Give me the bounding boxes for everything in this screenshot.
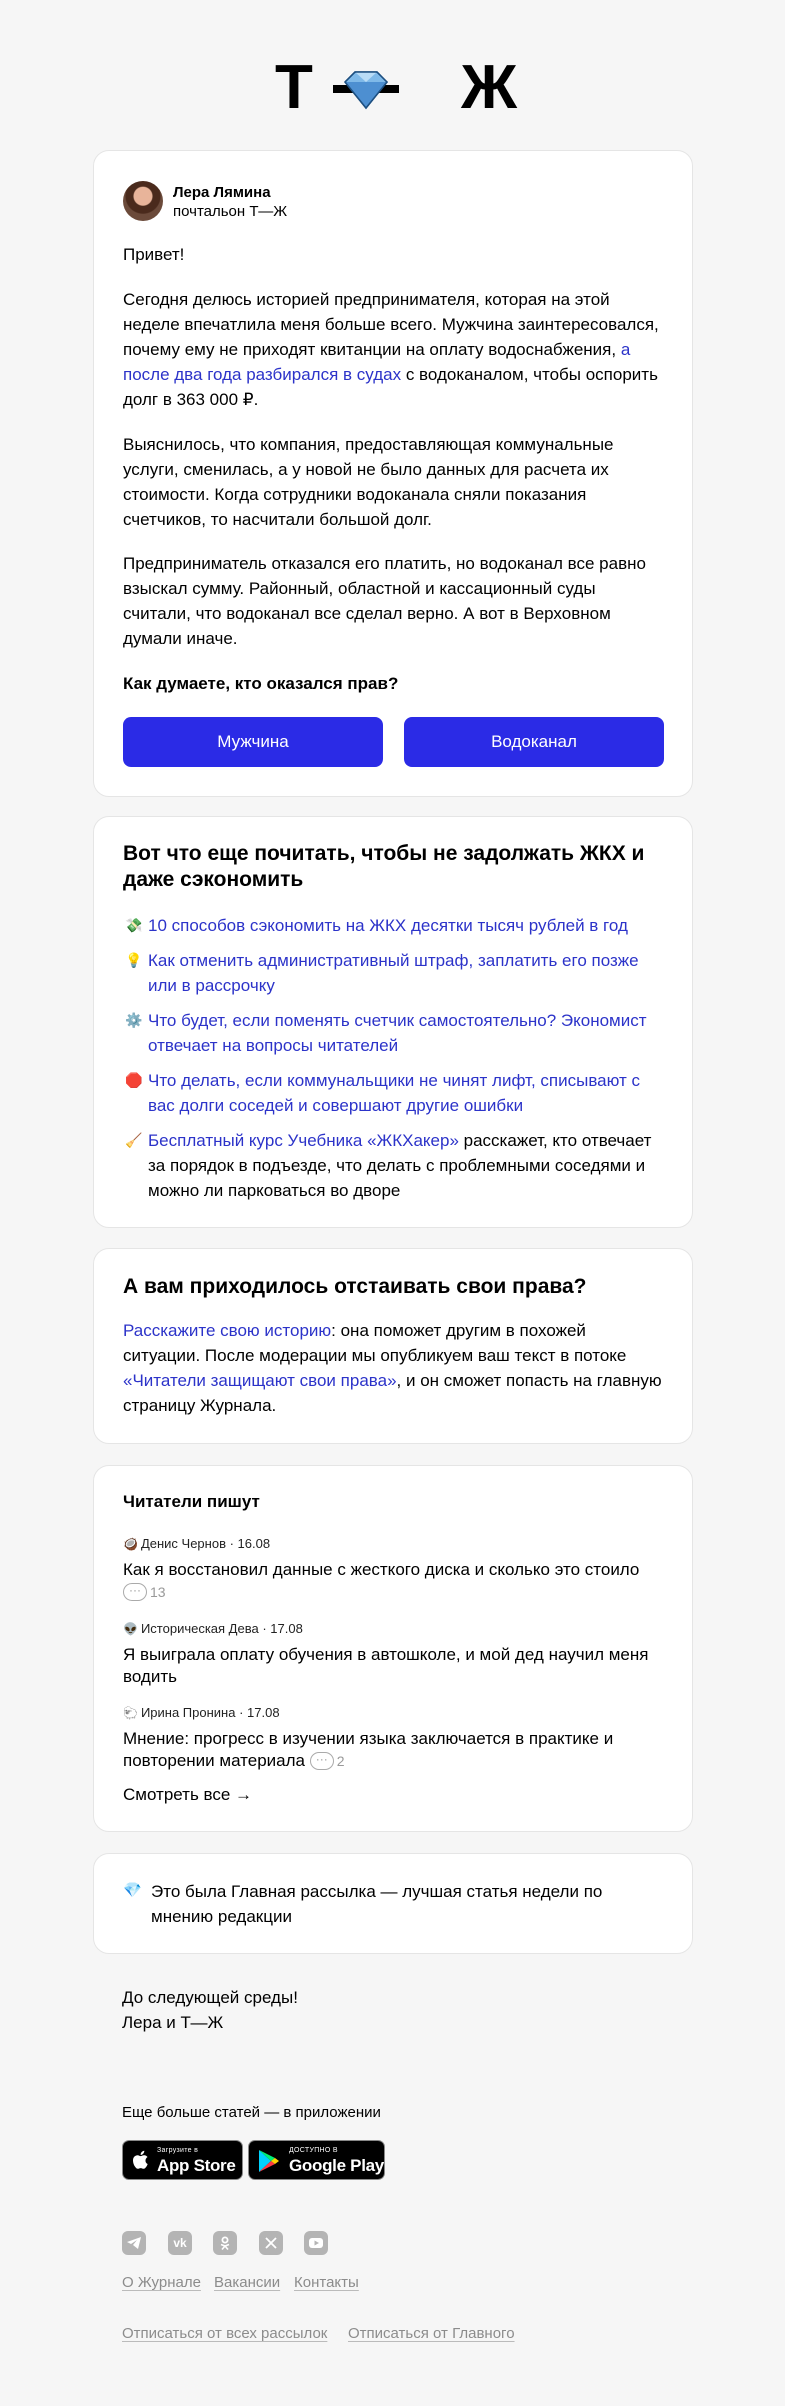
reader-post[interactable] bbox=[123, 1620, 663, 1688]
youtube-icon[interactable] bbox=[304, 2231, 328, 2255]
post-author: Денис Чернов bbox=[140, 1536, 226, 1551]
app-store-caption: Загрузите в bbox=[157, 2147, 199, 2154]
diamond-icon bbox=[333, 68, 399, 110]
apple-icon bbox=[132, 2149, 150, 2176]
comment-count-value: 2 bbox=[336, 1753, 345, 1769]
post-date: 17.08 bbox=[270, 1621, 303, 1636]
share-text-part: , и он сможет попасть на главную страницу Журнала. bbox=[123, 1371, 662, 1415]
app-cta: Еще больше статей — в приложении bbox=[122, 2104, 381, 2121]
share-text-part: : она поможет другим в похожей ситуации. После модерации мы опубликуем ваш текст в потоке bbox=[123, 1321, 627, 1365]
signoff-line: До следующей среды! bbox=[122, 1988, 298, 2007]
sheep-icon: 🐑 bbox=[123, 1706, 138, 1720]
author-name: Лера Лямина bbox=[173, 184, 271, 201]
comment-icon bbox=[310, 1752, 334, 1770]
diamond-icon: 💎 bbox=[123, 1882, 142, 1899]
paragraph-courts: Предприниматель отказался его платить, но водоканал все равно взыскал сумму. Районный, областной и кассационный суды считали, что водоканал все сделал верно. А вот в Верховном думали иначе. bbox=[123, 554, 646, 648]
comment-icon bbox=[123, 1583, 147, 1601]
list-item bbox=[123, 1008, 663, 1058]
reading-list-title: Вот что еще почитать, чтобы не задолжать ЖКХ и даже сэкономить bbox=[123, 842, 645, 891]
paragraph-intro-start: Сегодня делюсь историей предпринимателя, которая на этой неделе впечатлила меня больше всего. Мужчина заинтересовался, почему ему не приходят квитанции на оплату водоснабжения, bbox=[123, 290, 659, 359]
post-title: Я выиграла оплату обучения в автошколе, и мой дед научил меня водить bbox=[123, 1645, 649, 1686]
comment-count bbox=[310, 1753, 345, 1769]
money-icon: 💸 bbox=[125, 917, 143, 933]
vote-vodokanal-button[interactable]: Водоканал bbox=[404, 717, 664, 767]
post-title bbox=[123, 1559, 663, 1603]
poll-question: Как думаете, кто оказался прав? bbox=[123, 674, 399, 693]
coconut-icon: 🥥 bbox=[123, 1537, 138, 1551]
post-date: 16.08 bbox=[237, 1536, 271, 1551]
jobs-link[interactable]: Вакансии bbox=[214, 2274, 281, 2291]
comment-count-value: 13 bbox=[150, 1584, 166, 1600]
paragraph-intro bbox=[123, 287, 663, 412]
gear-icon: ⚙️ bbox=[125, 1012, 143, 1028]
greeting: Привет! bbox=[123, 245, 185, 264]
logo-letter-zh: Ж bbox=[461, 53, 516, 122]
see-all-link[interactable]: Смотреть все → bbox=[123, 1785, 253, 1804]
court-story-link[interactable]: а после два года разбирался в судах bbox=[123, 340, 631, 384]
readers-write-card bbox=[93, 1465, 693, 1832]
vote-man-button[interactable]: Мужчина bbox=[123, 717, 383, 767]
tzh-logo[interactable] bbox=[275, 53, 516, 122]
reading-list-card bbox=[93, 816, 693, 1228]
about-link[interactable]: О Журнале bbox=[122, 2274, 201, 2291]
tell-story-link[interactable]: Расскажите свою историю bbox=[123, 1321, 332, 1340]
paragraph-explanation: Выяснилось, что компания, предоставляющая коммунальные услуги, сменилась, а у новой не было данных для расчета их стоимости. Когда сотрудники водоканала сняли показания счетчиков, то насчитали большой долг. bbox=[123, 435, 614, 529]
unsubscribe-main-link[interactable]: Отписаться от Главного bbox=[348, 2325, 515, 2342]
google-play-button[interactable] bbox=[248, 2140, 385, 2180]
post-meta: 🐑 Ирина Пронина · 17.08 bbox=[123, 1705, 280, 1720]
author-role: почтальон Т—Ж bbox=[173, 203, 288, 220]
google-play-label: Google Play bbox=[289, 2156, 384, 2175]
signoff bbox=[122, 1985, 298, 2035]
main-newsletter-note bbox=[93, 1853, 693, 1954]
x-icon[interactable] bbox=[259, 2231, 283, 2255]
unsubscribe-all-link[interactable]: Отписаться от всех рассылок bbox=[122, 2325, 328, 2342]
post-title-text: Как я восстановил данные с жесткого диска и сколько это стоило bbox=[123, 1560, 640, 1579]
post-title bbox=[123, 1728, 663, 1772]
list-item bbox=[123, 913, 663, 938]
post-meta: 🥥 Денис Чернов · 16.08 bbox=[123, 1536, 271, 1551]
stop-sign-icon: 🛑 bbox=[125, 1072, 143, 1088]
reading-list bbox=[123, 913, 663, 1213]
share-story-card bbox=[93, 1248, 693, 1444]
paragraph-intro-end: с водоканалом, чтобы оспорить долг в 363 000 ₽. bbox=[123, 365, 658, 409]
ok-icon[interactable] bbox=[213, 2231, 237, 2255]
article-link[interactable]: Что будет, если поменять счетчик самостоятельно? Экономист отвечает на вопросы читателей bbox=[148, 1011, 647, 1055]
article-link[interactable]: Что делать, если коммунальщики не чинят лифт, списывают с вас долги соседей и совершают другие ошибки bbox=[148, 1071, 641, 1115]
google-play-caption: ДОСТУПНО В bbox=[289, 2147, 338, 2154]
post-author: Историческая Дева bbox=[140, 1621, 259, 1636]
alien-icon: 👽 bbox=[123, 1622, 138, 1636]
course-link[interactable]: Бесплатный курс Учебника «ЖКХакер» bbox=[148, 1131, 459, 1150]
course-note: расскажет, кто отвечает за порядок в подъезде, что делать с проблемными соседями и можно ли парковаться во дворе bbox=[148, 1131, 652, 1200]
post-title-text: Мнение: прогресс в изучении языка заключается в практике и повторении материала bbox=[123, 1729, 614, 1770]
share-text bbox=[123, 1318, 663, 1418]
reader-post[interactable] bbox=[123, 1535, 663, 1603]
post-author: Ирина Пронина bbox=[140, 1705, 236, 1720]
share-title: А вам приходилось отстаивать свои права? bbox=[123, 1275, 587, 1298]
avatar bbox=[123, 181, 163, 221]
letter-card bbox=[93, 150, 693, 797]
logo-letter-t: Т bbox=[275, 53, 311, 122]
list-item bbox=[123, 1068, 663, 1118]
app-store-button[interactable] bbox=[122, 2140, 243, 2180]
app-store-label: App Store bbox=[157, 2156, 236, 2175]
post-meta: 👽 Историческая Дева · 17.08 bbox=[123, 1621, 303, 1636]
contacts-link[interactable]: Контакты bbox=[294, 2274, 359, 2291]
main-note-text: Это была Главная рассылка — лучшая статья недели по мнению редакции bbox=[151, 1882, 603, 1926]
list-item bbox=[123, 1128, 663, 1203]
comment-count bbox=[123, 1584, 166, 1600]
telegram-icon[interactable] bbox=[122, 2231, 146, 2255]
list-item bbox=[123, 948, 663, 998]
post-date: 17.08 bbox=[247, 1705, 280, 1720]
broom-icon: 🧹 bbox=[125, 1132, 143, 1148]
lightbulb-icon: 💡 bbox=[125, 952, 143, 968]
readers-rights-link[interactable]: «Читатели защищают свои права» bbox=[123, 1371, 397, 1390]
readers-write-title: Читатели пишут bbox=[123, 1492, 260, 1511]
article-link[interactable]: Как отменить административный штраф, заплатить его позже или в рассрочку bbox=[148, 951, 639, 995]
article-link[interactable]: 10 способов сэкономить на ЖКХ десятки тысяч рублей в год bbox=[148, 916, 628, 935]
reader-post[interactable] bbox=[123, 1704, 663, 1772]
author-block bbox=[123, 181, 663, 223]
vk-icon[interactable]: vk bbox=[168, 2231, 192, 2255]
signoff-signature: Лера и Т—Ж bbox=[122, 2013, 224, 2032]
